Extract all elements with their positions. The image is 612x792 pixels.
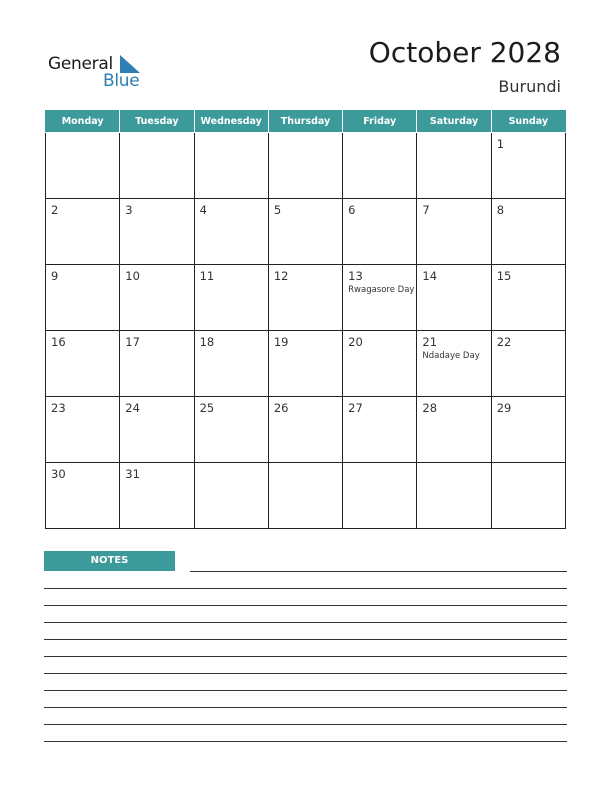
- day-number: 16: [51, 335, 66, 349]
- day-number: 14: [422, 269, 438, 283]
- day-number: 26: [273, 401, 289, 415]
- weekday-header: Saturday: [417, 111, 491, 133]
- day-number: 2: [51, 203, 59, 217]
- day-cell: [120, 331, 194, 397]
- weekday-header: Tuesday: [120, 111, 194, 133]
- day-number: 9: [51, 269, 59, 283]
- day-cell: [120, 463, 194, 529]
- week-row: [46, 397, 566, 463]
- day-number: 10: [125, 269, 140, 283]
- notes-line: [44, 707, 567, 708]
- day-cell: [120, 397, 194, 463]
- day-cell: [194, 199, 268, 265]
- day-cell: [268, 199, 342, 265]
- week-row: [46, 331, 566, 397]
- day-number: 8: [496, 203, 505, 217]
- day-cell: [417, 133, 491, 199]
- day-number: 20: [348, 335, 363, 349]
- day-cell: [343, 265, 417, 331]
- day-cell: [120, 133, 194, 199]
- country-name: Burundi: [498, 77, 561, 96]
- weekday-header: Monday: [46, 111, 120, 133]
- day-cell: [120, 265, 194, 331]
- notes-line: [44, 741, 567, 742]
- day-cell: [343, 331, 417, 397]
- day-cell: [268, 331, 342, 397]
- day-number: 22: [496, 335, 512, 349]
- day-cell: [268, 397, 342, 463]
- notes-line: [44, 656, 567, 657]
- holiday-label: Rwagasore Day: [348, 285, 415, 295]
- notes-line: [44, 605, 567, 606]
- day-number: 18: [199, 335, 215, 349]
- day-number: 5: [273, 203, 282, 217]
- day-cell: [417, 463, 491, 529]
- day-cell: [194, 397, 268, 463]
- day-cell: [491, 199, 565, 265]
- logo-word-blue: Blue: [103, 71, 140, 91]
- notes-line: [44, 673, 567, 674]
- notes-line: [44, 724, 567, 725]
- day-number: 27: [348, 401, 363, 415]
- day-number: 19: [273, 335, 289, 349]
- day-cell: [46, 265, 120, 331]
- day-cell: [491, 331, 565, 397]
- week-row: [46, 199, 566, 265]
- day-cell: [46, 463, 120, 529]
- day-number: 6: [348, 203, 356, 217]
- day-cell: [343, 397, 417, 463]
- weekday-header-row: [46, 111, 566, 133]
- day-number: 15: [496, 269, 512, 283]
- day-cell: [491, 133, 565, 199]
- day-number: 17: [125, 335, 140, 349]
- weekday-header: Thursday: [268, 111, 342, 133]
- day-cell: [417, 397, 491, 463]
- notes-line: [44, 690, 567, 691]
- day-cell: [491, 463, 565, 529]
- notes-line: [44, 639, 567, 640]
- day-number: 4: [199, 203, 207, 217]
- day-number: 7: [422, 203, 430, 217]
- day-cell: [343, 133, 417, 199]
- day-cell: [491, 397, 565, 463]
- day-cell: [268, 133, 342, 199]
- day-number: 21: [422, 335, 438, 349]
- day-number: 23: [51, 401, 66, 415]
- day-cell: [194, 133, 268, 199]
- day-cell: [194, 463, 268, 529]
- weekday-header: Sunday: [491, 111, 565, 133]
- day-number: 13: [348, 269, 363, 283]
- day-cell: [268, 463, 342, 529]
- day-cell: [417, 265, 491, 331]
- day-cell: [46, 199, 120, 265]
- notes-label: NOTES: [44, 551, 175, 571]
- notes-line: [190, 571, 567, 572]
- week-row: [46, 463, 566, 529]
- day-cell: [417, 199, 491, 265]
- holiday-label: Ndadaye Day: [422, 351, 480, 361]
- notes-line: [44, 622, 567, 623]
- day-cell: [491, 265, 565, 331]
- day-cell: [46, 133, 120, 199]
- day-cell: [194, 331, 268, 397]
- notes-line: [44, 588, 567, 589]
- week-row: [46, 133, 566, 199]
- day-number: 11: [199, 269, 215, 283]
- day-cell: [343, 463, 417, 529]
- day-cell: [120, 199, 194, 265]
- day-number: 30: [51, 467, 66, 481]
- day-cell: [417, 331, 491, 397]
- day-cell: [46, 331, 120, 397]
- week-row: [46, 265, 566, 331]
- day-number: 28: [422, 401, 438, 415]
- day-number: 25: [199, 401, 215, 415]
- day-number: 1: [496, 137, 505, 151]
- logo-word-general: General: [48, 54, 113, 74]
- month-title: October 2028: [368, 36, 561, 69]
- calendar-grid: [45, 110, 566, 529]
- day-number: 29: [496, 401, 512, 415]
- day-number: 24: [125, 401, 140, 415]
- day-number: 31: [125, 467, 140, 481]
- weekday-header: Wednesday: [194, 111, 268, 133]
- day-cell: [343, 199, 417, 265]
- brand-logo: [48, 54, 148, 94]
- day-cell: [46, 397, 120, 463]
- day-number: 12: [273, 269, 289, 283]
- day-cell: [194, 265, 268, 331]
- day-cell: [268, 265, 342, 331]
- day-number: 3: [125, 203, 133, 217]
- weekday-header: Friday: [343, 111, 417, 133]
